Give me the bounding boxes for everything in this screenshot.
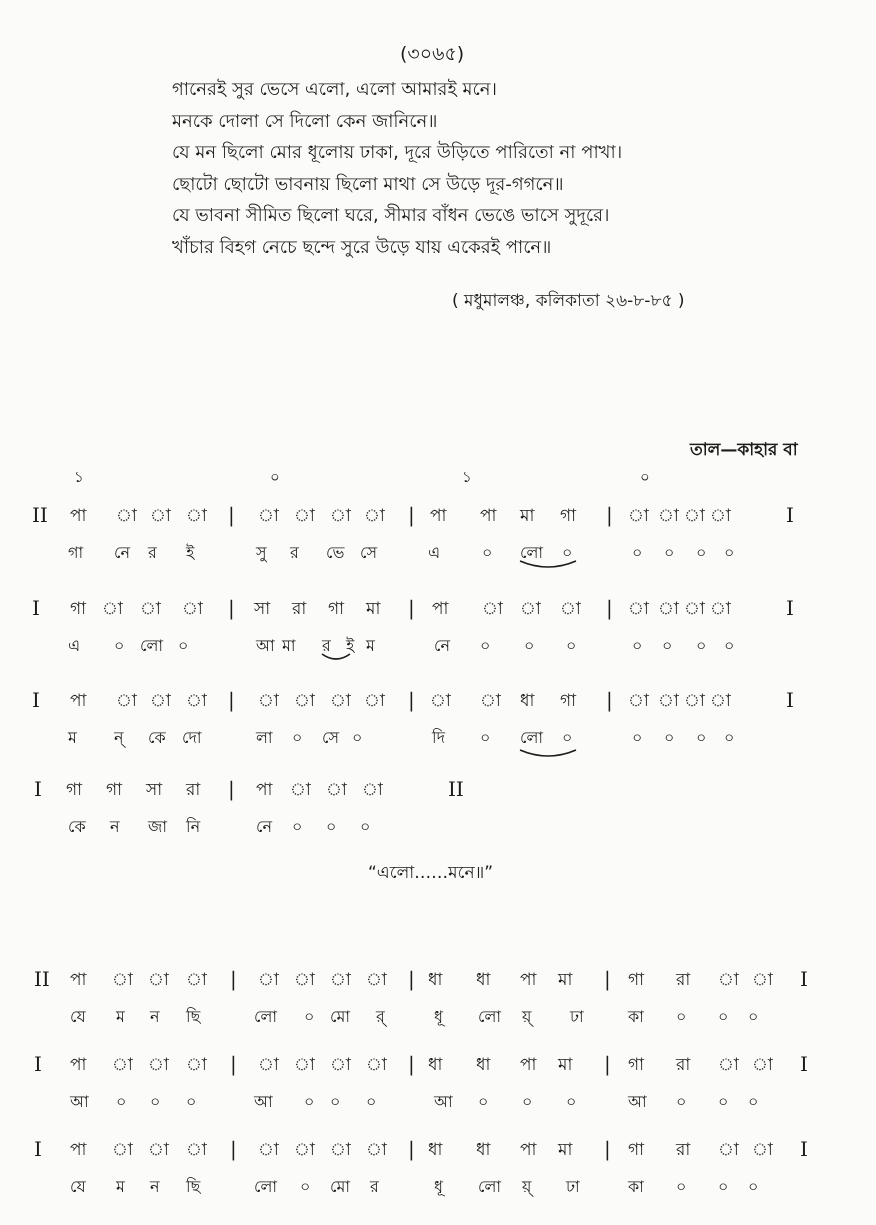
swara-note: গা [560, 691, 577, 711]
swara-note: রা [676, 1140, 691, 1160]
bar-line: | [230, 1052, 237, 1076]
swara-note: মা [558, 1055, 573, 1075]
bar-line: | [408, 503, 415, 527]
tala-label: তাল—কাহার বা [690, 440, 798, 460]
bar-line: | [228, 777, 235, 801]
bar-line: | [230, 1137, 237, 1161]
lyric-line: গানেরই সুর ভেসে এলো, এলো আমারই মনে। [172, 79, 497, 100]
lyric-syllable: ০ [480, 728, 491, 747]
lyric-syllable: মা [282, 636, 296, 655]
bar-line: | [408, 596, 415, 620]
swara-note: পা [70, 970, 87, 990]
lyric-syllable: ০ [566, 1092, 577, 1111]
lyric-syllable: ০ [664, 728, 675, 747]
lyric-syllable: ০ [664, 543, 675, 562]
lyric-syllable: নে [256, 817, 273, 836]
swara-note: া [710, 691, 731, 711]
bar-line: I [34, 1137, 42, 1161]
lyric-syllable: ঢা [566, 1177, 580, 1196]
lyric-syllable: ০ [748, 1092, 759, 1111]
swara-note: পা [520, 970, 537, 990]
lyric-syllable: ০ [748, 1007, 759, 1026]
swara-note: পা [70, 506, 87, 526]
lyric-syllable: ০ [352, 728, 363, 747]
swara-note: ধা [476, 970, 491, 990]
swara-note: া [684, 599, 705, 619]
lyric-syllable: কে [68, 817, 86, 836]
swara-note: া [752, 1055, 773, 1075]
lyric-syllable: কে [148, 728, 166, 747]
lyric-syllable: এ [68, 636, 81, 655]
song-number: (৩০৬৫) [400, 43, 465, 65]
swara-note: া [290, 780, 311, 800]
lyric-syllable: ০ [566, 636, 577, 655]
bar-line: | [408, 1052, 415, 1076]
swara-note: া [330, 691, 351, 711]
lyric-syllable: ০ [304, 1007, 315, 1026]
lyric-syllable: লো [478, 1007, 502, 1026]
swara-note: া [258, 691, 279, 711]
lyric-syllable: আ [434, 1092, 453, 1111]
lyric-syllable: নে [114, 543, 131, 562]
swara-note: রা [676, 1055, 691, 1075]
swara-note: া [658, 691, 679, 711]
lyric-syllable: জা [148, 817, 167, 836]
lyric-syllable: ০ [724, 728, 735, 747]
bar-line: I [786, 688, 794, 712]
lyric-syllable: ম [116, 1007, 125, 1026]
lyric-syllable: আ [254, 1092, 273, 1111]
swara-note: ধা [476, 1140, 491, 1160]
bar-line: | [604, 1137, 611, 1161]
bar-line: | [228, 596, 235, 620]
bar-line: | [604, 967, 611, 991]
lyric-syllable: ছি [186, 1177, 201, 1196]
lyric-syllable: ০ [724, 543, 735, 562]
lyric-syllable: ০ [186, 1092, 197, 1111]
lyric-syllable: লো [254, 1177, 278, 1196]
bar-line: I [800, 1137, 808, 1161]
swara-note: া [364, 506, 385, 526]
swara-note: া [684, 691, 705, 711]
bar-line: I [34, 777, 42, 801]
swara-note: গা [328, 599, 345, 619]
lyric-syllable: ভে [326, 543, 345, 562]
swara-note: গা [106, 780, 123, 800]
lyric-syllable: কা [628, 1177, 644, 1196]
swara-note: া [362, 780, 383, 800]
swara-note: া [430, 691, 451, 711]
lyric-line: যে ভাবনা সীমিত ছিলো ঘরে, সীমার বাঁধন ভেঙে ভাসে সুদূরে। [172, 205, 610, 226]
swara-note: া [294, 1055, 315, 1075]
lyric-syllable: র [290, 543, 299, 562]
slur-mark [520, 750, 576, 756]
lyric-syllable: ০ [724, 636, 735, 655]
swara-note: া [330, 970, 351, 990]
swara-note: া [560, 599, 581, 619]
swara-note: া [116, 506, 137, 526]
lyric-syllable: ০ [632, 728, 643, 747]
swara-note: া [116, 691, 137, 711]
swara-note: া [330, 1055, 351, 1075]
swara-note: রা [292, 599, 307, 619]
swara-note: রা [676, 970, 691, 990]
swara-note: ধা [428, 970, 443, 990]
swara-note: া [752, 1140, 773, 1160]
swara-note: া [658, 599, 679, 619]
lyric-syllable: ন [150, 1177, 160, 1196]
bar-line: | [606, 688, 613, 712]
swara-note: া [112, 970, 133, 990]
swara-note: া [684, 506, 705, 526]
lyric-syllable: সু [256, 543, 267, 562]
swara-note: া [482, 599, 503, 619]
bar-line: II [32, 503, 48, 527]
swara-note: া [294, 691, 315, 711]
lyric-syllable: ০ [150, 1092, 161, 1111]
swara-note: পা [70, 1140, 87, 1160]
lyric-syllable: কা [628, 1007, 644, 1026]
lyric-line: ছোটো ছোটো ভাবনায় ছিলো মাথা সে উড়ে দূর-গগনে॥ [172, 173, 564, 195]
swara-note: পা [432, 599, 449, 619]
bar-line: | [228, 503, 235, 527]
lyric-syllable: ই [186, 543, 195, 562]
lyric-syllable: ন [150, 1007, 160, 1026]
swara-note: পা [520, 1140, 537, 1160]
bar-line: I [34, 1052, 42, 1076]
swara-note: া [710, 599, 731, 619]
lyric-syllable: মো [330, 1177, 351, 1196]
swara-note: মা [366, 599, 381, 619]
lyric-syllable: ০ [748, 1177, 759, 1196]
lyric-syllable: লো [520, 543, 544, 562]
lyric-syllable: ই [346, 636, 355, 655]
lyric-syllable: ০ [632, 636, 643, 655]
lyric-line: মনকে দোলা সে দিলো কেন জানিনে॥ [172, 110, 438, 132]
swara-note: সা [146, 780, 163, 800]
lyric-syllable: ধূ [434, 1177, 443, 1196]
lyric-syllable: দি [432, 728, 445, 747]
composition-source: ( মধুমালঞ্চ, কলিকাতা ২৬-৮-৮৫ ) [452, 291, 685, 311]
slur-mark [520, 561, 576, 567]
swara-note: রা [186, 780, 201, 800]
swara-note: া [480, 691, 501, 711]
lyric-syllable: র্ [376, 1007, 385, 1026]
swara-note: া [148, 1140, 169, 1160]
lyric-syllable: ০ [718, 1177, 729, 1196]
lyric-syllable: য়্ [522, 1177, 532, 1196]
swara-note: া [258, 1055, 279, 1075]
swara-note: া [148, 970, 169, 990]
lyric-syllable: সে [360, 543, 378, 562]
swara-note: া [718, 1055, 739, 1075]
lyric-syllable: ০ [116, 1092, 127, 1111]
swara-note: মা [558, 1140, 573, 1160]
swara-note: মা [558, 970, 573, 990]
swara-note: া [718, 970, 739, 990]
lyric-syllable: লো [140, 636, 164, 655]
swara-note: া [366, 1055, 387, 1075]
bar-line: I [800, 967, 808, 991]
lyric-syllable: ০ [326, 817, 337, 836]
lyric-syllable: য়্ [522, 1007, 532, 1026]
lyric-syllable: লো [520, 728, 544, 747]
lyric-syllable: যে [70, 1007, 86, 1026]
lyric-syllable: র [148, 543, 157, 562]
lyric-syllable: ০ [676, 1092, 687, 1111]
swara-note: া [186, 506, 207, 526]
lyric-syllable: ০ [292, 728, 303, 747]
swara-note: া [294, 970, 315, 990]
swara-note: পা [520, 1055, 537, 1075]
lyric-syllable: ০ [300, 1177, 311, 1196]
beat-mark: ১ [74, 468, 84, 486]
lyric-syllable: ম [116, 1177, 125, 1196]
swara-note: ধা [428, 1055, 443, 1075]
bar-line: | [408, 688, 415, 712]
lyric-syllable: ন্ [114, 728, 124, 747]
lyric-syllable: ০ [482, 543, 493, 562]
bar-line: | [230, 967, 237, 991]
swara-note: া [182, 599, 203, 619]
swara-note: া [520, 599, 541, 619]
swara-note: া [718, 1140, 739, 1160]
swara-note: পা [430, 506, 447, 526]
lyric-syllable: নে [434, 636, 451, 655]
lyric-syllable: ০ [662, 636, 673, 655]
swara-note: া [150, 506, 171, 526]
bar-line: I [786, 503, 794, 527]
swara-note: ধা [476, 1055, 491, 1075]
lyric-syllable: ম [68, 728, 77, 747]
lyric-syllable: ০ [632, 543, 643, 562]
lyric-syllable: ০ [676, 1177, 687, 1196]
lyric-syllable: ঢা [570, 1007, 584, 1026]
swara-note: া [258, 1140, 279, 1160]
lyric-syllable: ধূ [434, 1007, 443, 1026]
swara-note: া [326, 780, 347, 800]
lyric-syllable: ০ [178, 636, 189, 655]
bar-line: | [408, 1137, 415, 1161]
lyric-syllable: ০ [696, 728, 707, 747]
lyric-syllable: মো [330, 1007, 351, 1026]
lyric-line: খাঁচার বিহগ নেচে ছন্দে সুরে উড়ে যায় একেরই পানে॥ [172, 236, 552, 258]
lyric-syllable: ০ [522, 1092, 533, 1111]
lyric-syllable: দো [182, 728, 202, 747]
swara-note: গা [628, 1140, 645, 1160]
lyric-syllable: ০ [718, 1092, 729, 1111]
swara-note: া [186, 691, 207, 711]
lyric-syllable: ০ [676, 1007, 687, 1026]
slur-mark [322, 654, 350, 659]
lyric-syllable: ০ [696, 543, 707, 562]
lyric-syllable: ০ [114, 636, 125, 655]
bar-line: | [606, 596, 613, 620]
lyric-syllable: ০ [360, 817, 371, 836]
swara-note: পা [256, 780, 273, 800]
bar-line: II [448, 777, 464, 801]
swara-note: া [112, 1140, 133, 1160]
swara-note: া [628, 599, 649, 619]
bar-line: | [606, 503, 613, 527]
beat-mark: ০ [640, 468, 650, 486]
swara-note: া [140, 599, 161, 619]
swara-note: া [186, 1055, 207, 1075]
bar-line: | [408, 967, 415, 991]
beat-mark: ০ [270, 468, 280, 486]
lyric-syllable: র [322, 636, 331, 655]
swara-note: গা [66, 780, 83, 800]
bar-line: I [32, 688, 40, 712]
lyric-syllable: এ [428, 543, 441, 562]
swara-note: া [112, 1055, 133, 1075]
lyric-syllable: গা [68, 543, 84, 562]
lyric-syllable: ০ [304, 1092, 315, 1111]
swara-note: া [710, 506, 731, 526]
swara-note: পা [70, 691, 87, 711]
lyric-syllable: ম [366, 636, 375, 655]
bar-line: | [228, 688, 235, 712]
swara-note: া [148, 1055, 169, 1075]
lyric-syllable: ০ [562, 728, 573, 747]
bar-line: I [786, 596, 794, 620]
lyric-syllable: লো [254, 1007, 278, 1026]
lyric-syllable: ০ [562, 543, 573, 562]
lyric-syllable: নি [186, 817, 201, 836]
lyric-line: যে মন ছিলো মোর ধূলোয় ঢাকা, দূরে উড়িতে পারিতো না পাখা। [172, 142, 623, 163]
bar-line: | [604, 1052, 611, 1076]
bar-line: II [34, 967, 50, 991]
swara-note: া [186, 970, 207, 990]
swara-note: া [258, 506, 279, 526]
lyric-syllable: সে [322, 728, 340, 747]
swara-note: া [150, 691, 171, 711]
lyric-syllable: আ [70, 1092, 89, 1111]
swara-note: গা [560, 506, 577, 526]
swara-note: া [752, 970, 773, 990]
bar-line: I [800, 1052, 808, 1076]
lyric-syllable: ০ [478, 1092, 489, 1111]
swara-note: া [258, 970, 279, 990]
lyric-syllable: যে [70, 1177, 86, 1196]
swara-note: পা [70, 1055, 87, 1075]
swara-note: া [628, 506, 649, 526]
swara-note: গা [70, 599, 87, 619]
swara-note: সা [254, 599, 271, 619]
swara-note: া [330, 506, 351, 526]
swara-note: ধা [520, 691, 535, 711]
beat-mark: ১ [462, 468, 472, 486]
lyric-syllable: আ [628, 1092, 647, 1111]
swara-note: া [364, 691, 385, 711]
swara-note: া [628, 691, 649, 711]
swara-note: া [366, 1140, 387, 1160]
swara-note: া [294, 1140, 315, 1160]
lyric-syllable: ০ [718, 1007, 729, 1026]
swara-note: পা [480, 506, 497, 526]
lyric-syllable: লো [478, 1177, 502, 1196]
swara-note: া [102, 599, 123, 619]
lyric-syllable: ০ [524, 636, 535, 655]
swara-note: গা [628, 1055, 645, 1075]
lyric-syllable: ০ [292, 817, 303, 836]
swara-note: া [658, 506, 679, 526]
lyric-syllable: আ [256, 636, 275, 655]
swara-note: া [330, 1140, 351, 1160]
swara-note: মা [520, 506, 535, 526]
lyric-syllable: ন [110, 817, 120, 836]
swara-note: া [294, 506, 315, 526]
lyric-syllable: ০ [366, 1092, 377, 1111]
refrain-marker: “এলো……মনে॥” [368, 863, 494, 883]
swara-note: ধা [428, 1140, 443, 1160]
swara-note: া [186, 1140, 207, 1160]
lyric-syllable: লা [256, 728, 273, 747]
swara-note: া [366, 970, 387, 990]
lyric-syllable: ০ [330, 1092, 341, 1111]
swara-note: গা [628, 970, 645, 990]
lyric-syllable: ০ [696, 636, 707, 655]
lyric-syllable: ছি [186, 1007, 201, 1026]
lyric-syllable: র [370, 1177, 379, 1196]
bar-line: I [32, 596, 40, 620]
lyric-syllable: ০ [480, 636, 491, 655]
